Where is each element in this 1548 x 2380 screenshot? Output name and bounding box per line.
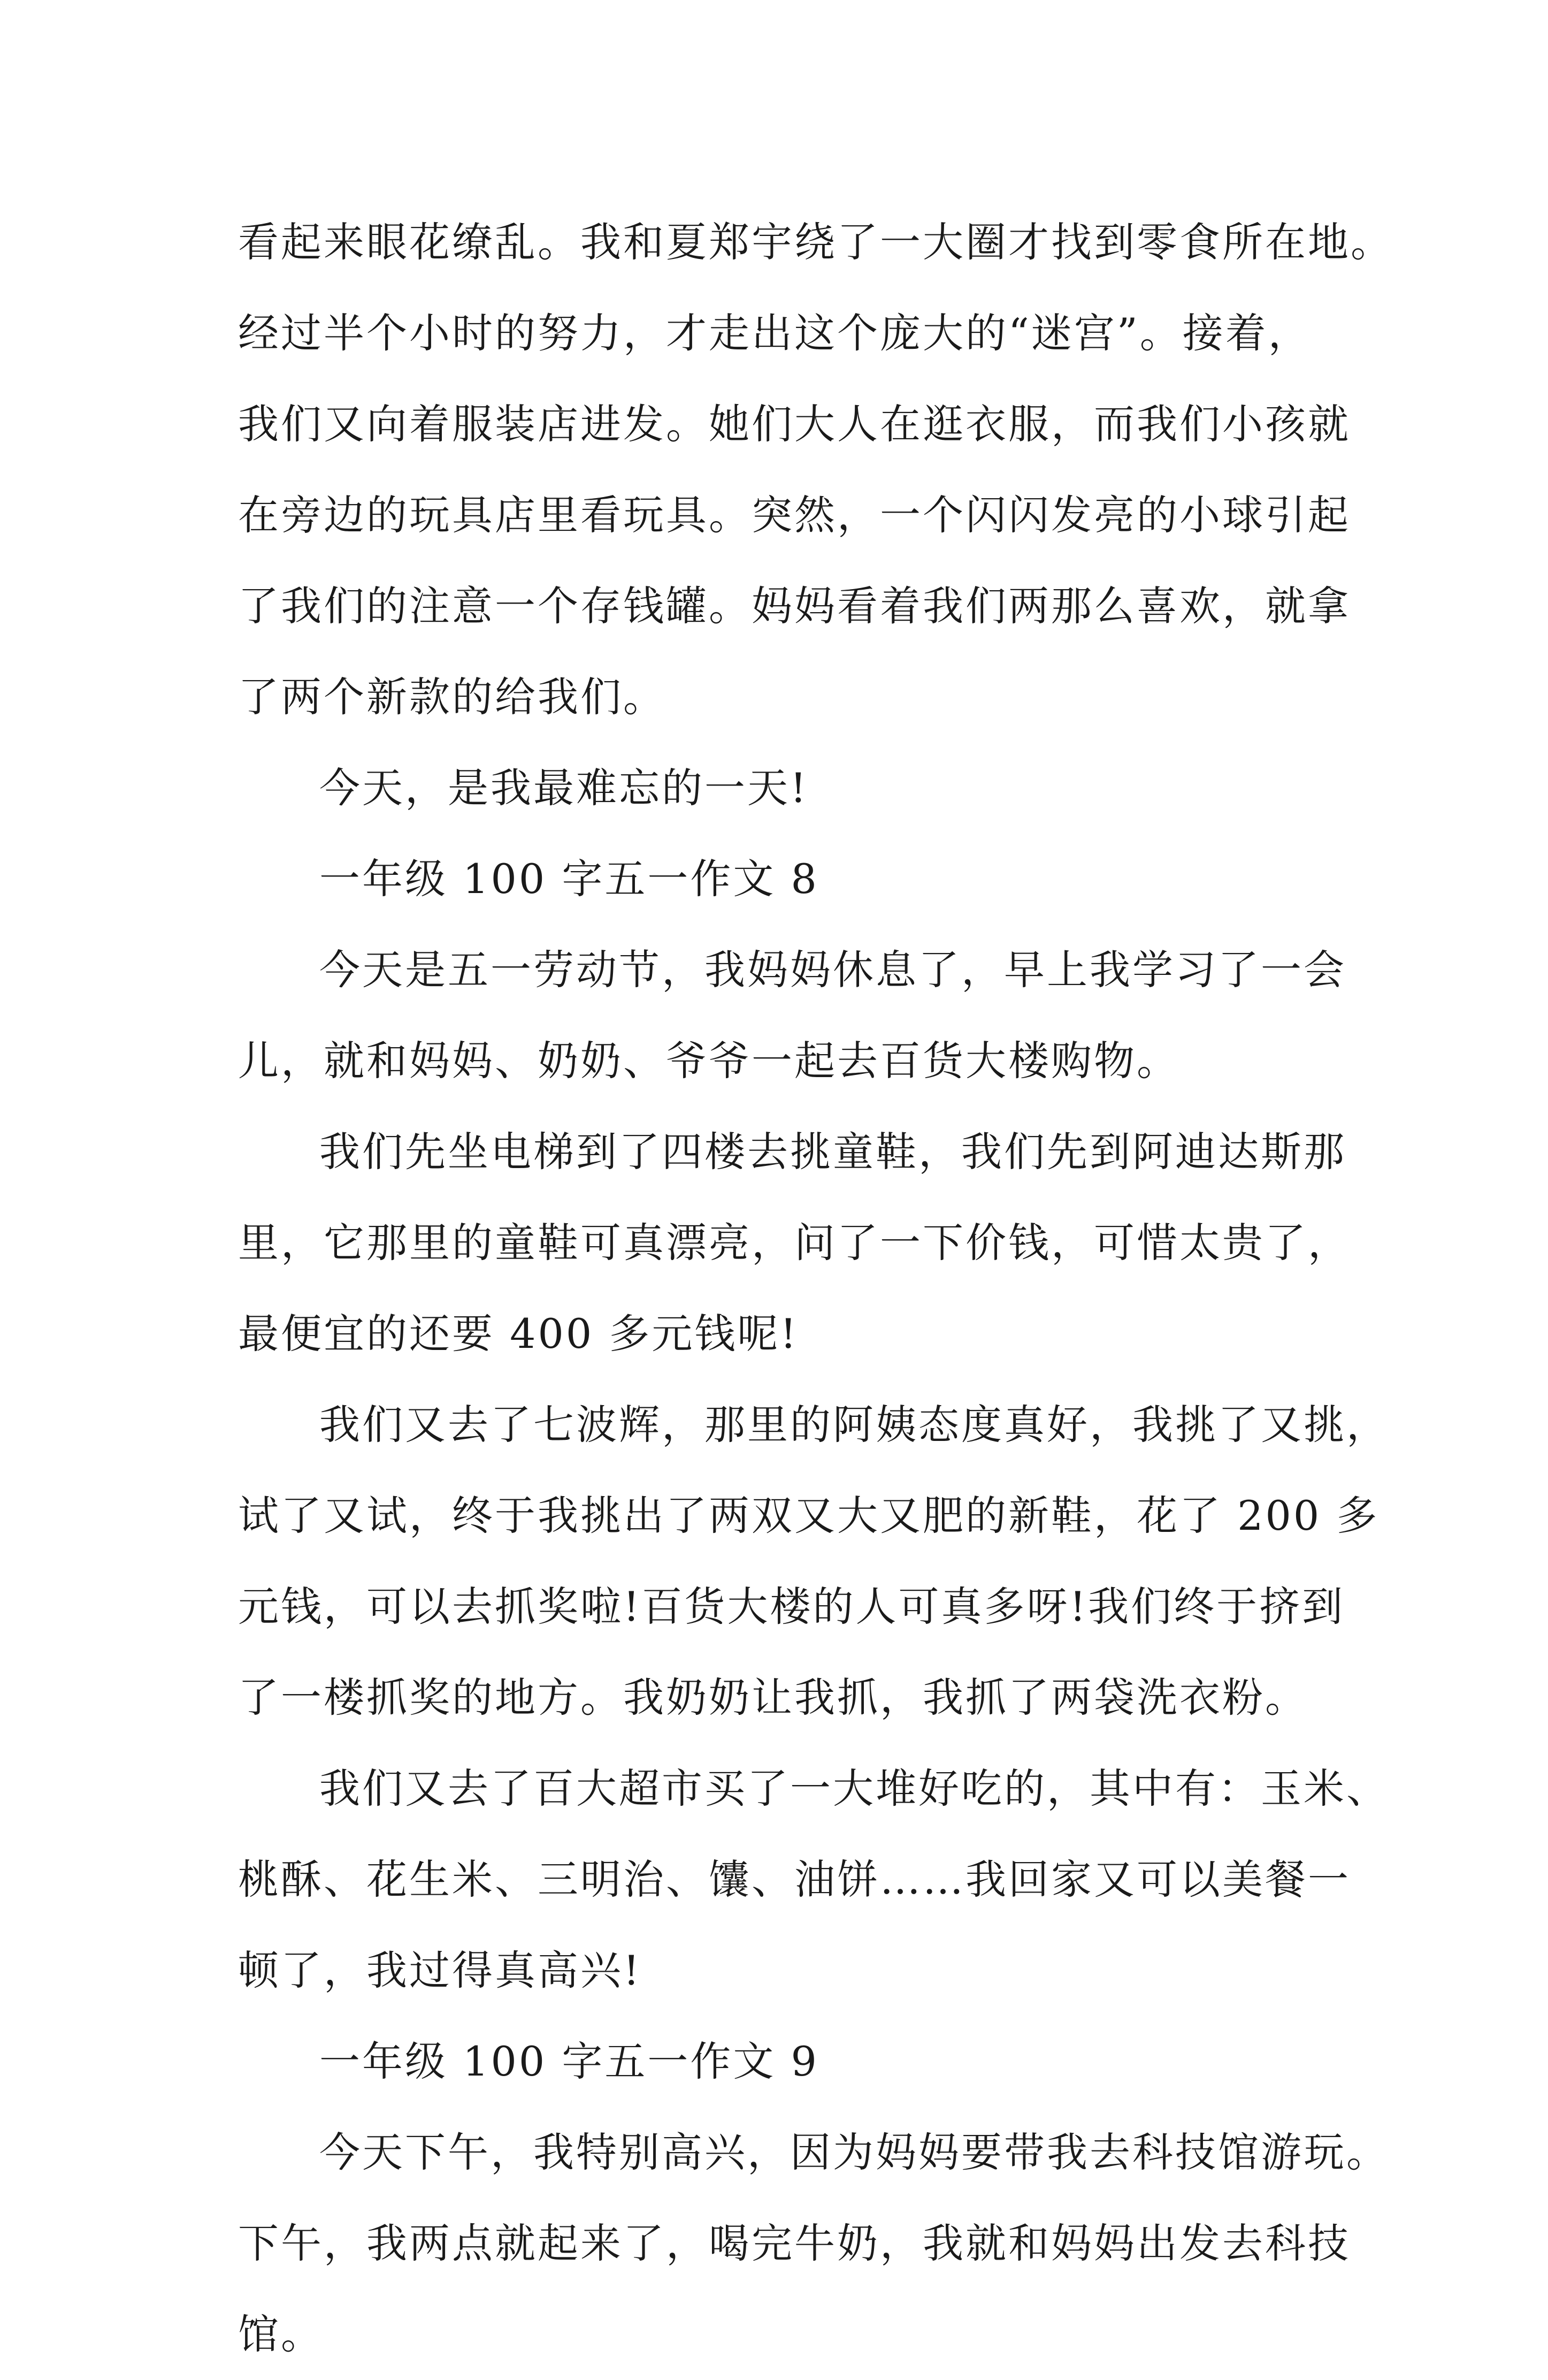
text-line: 一年级 100 字五一作文 8: [319, 855, 819, 903]
text-line: 元钱，可以去抓奖啦!百货大楼的人可真多呀!我们终于挤到: [238, 1583, 1345, 1630]
text-line: 试了又试，终于我挑出了两双又大又肥的新鞋，花了 200 多: [238, 1492, 1380, 1539]
text-line: 我们又去了七波辉，那里的阿姨态度真好，我挑了又挑，: [319, 1401, 1389, 1448]
text-line: 我们又去了百大超市买了一大堆好吃的，其中有：玉米、: [319, 1765, 1389, 1812]
text-line: 在旁边的玩具店里看玩具。突然，一个闪闪发亮的小球引起: [238, 491, 1351, 539]
text-line: 了一楼抓奖的地方。我奶奶让我抓，我抓了两袋洗衣粉。: [238, 1674, 1308, 1721]
text-line: 经过半个小时的努力，才走出这个庞大的“迷宫”。接着，: [238, 309, 1311, 357]
text-line: 今天下午，我特别高兴，因为妈妈要带我去科技馆游玩。: [319, 2129, 1389, 2176]
text-line: 今天，是我最难忘的一天!: [319, 764, 809, 812]
text-line: 最便宜的还要 400 多元钱呢!: [238, 1310, 799, 1357]
text-line: 今天是五一劳动节，我妈妈休息了，早上我学习了一会: [319, 946, 1346, 994]
text-line: 我们先坐电梯到了四楼去挑童鞋，我们先到阿迪达斯那: [319, 1128, 1346, 1176]
text-line: 看起来眼花缭乱。我和夏郑宇绕了一大圈才找到零食所在地。: [238, 218, 1393, 266]
text-line: 桃酥、花生米、三明治、馕、油饼……我回家又可以美餐一: [238, 1856, 1351, 1903]
text-line: 了两个新款的给我们。: [238, 673, 666, 721]
document-body: [238, 197, 1393, 2380]
text-line: 顿了，我过得真高兴!: [238, 1947, 642, 1994]
text-line: 下午，我两点就起来了，喝完牛奶，我就和妈妈出发去科技: [238, 2219, 1351, 2267]
text-line: 一年级 100 字五一作文 9: [319, 2038, 819, 2085]
text-line: 了我们的注意一个存钱罐。妈妈看着我们两那么喜欢，就拿: [238, 582, 1351, 630]
text-line: 里，它那里的童鞋可真漂亮，问了一下价钱，可惜太贵了，: [238, 1219, 1351, 1267]
text-line: 我们又向着服装店进发。她们大人在逛衣服，而我们小孩就: [238, 400, 1351, 448]
text-line: 馆。: [238, 2310, 324, 2358]
text-line: 儿，就和妈妈、奶奶、爷爷一起去百货大楼购物。: [238, 1037, 1179, 1085]
